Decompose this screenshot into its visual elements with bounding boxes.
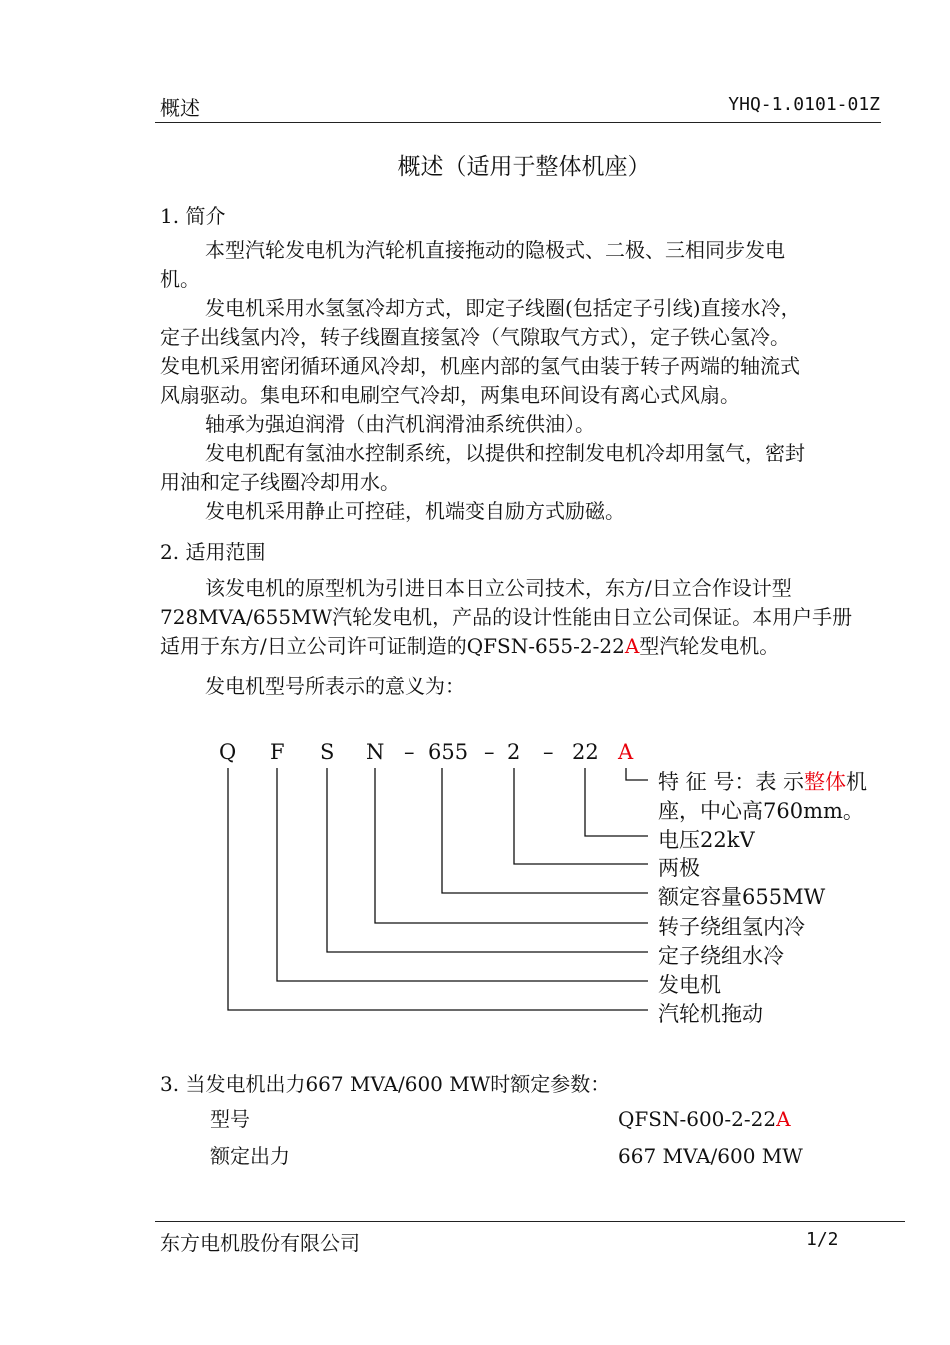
header-section-title: 概述 — [160, 96, 200, 120]
page-title: 概述（适用于整体机座） — [397, 154, 651, 180]
text-span: QFSN-600-2-22 — [618, 1107, 777, 1131]
param-label: 型号 — [210, 1107, 250, 1131]
model-separator: – — [543, 740, 554, 764]
label-generator: 发电机 — [658, 973, 721, 997]
leader-line-rotor — [375, 768, 648, 923]
model-separator: – — [484, 740, 495, 764]
label-poles: 两极 — [658, 856, 700, 880]
model-part-n: N — [366, 740, 385, 764]
label-feature-code-line2: 座，中心高760mm。 — [658, 799, 864, 823]
footer-page-number: 1/2 — [806, 1229, 839, 1250]
model-part-q: Q — [219, 740, 237, 764]
paragraph-line: 该发电机的原型机为引进日本日立公司技术，东方/日立合作设计型 — [205, 576, 792, 600]
text-span: 特 征 号：表 示 — [658, 770, 805, 794]
leader-line-capacity — [442, 768, 648, 893]
header-document-code: YHQ-1.0101-01Z — [728, 94, 880, 115]
paragraph-line: 风扇驱动。集电环和电刷空气冷却，两集电环间设有离心式风扇。 — [160, 383, 740, 407]
footer-company: 东方电机股份有限公司 — [160, 1231, 360, 1255]
paragraph-line: 本型汽轮发电机为汽轮机直接拖动的隐极式、二极、三相同步发电 — [205, 238, 785, 262]
leader-line-generator — [277, 768, 648, 981]
leader-line-feature — [626, 768, 648, 780]
model-part-f: F — [270, 740, 285, 764]
text-span: 型汽轮发电机。 — [639, 634, 780, 658]
label-rotor: 转子绕组氢内冷 — [658, 915, 805, 939]
footer-rule — [155, 1221, 905, 1222]
model-part-poles: 2 — [507, 740, 521, 764]
model-part-capacity: 655 — [428, 740, 469, 764]
label-stator: 定子绕组水冷 — [658, 944, 784, 968]
paragraph-line: 发电机采用水氢氢冷却方式，即定子线圈(包括定子引线)直接水冷， — [205, 296, 801, 320]
model-separator: – — [404, 740, 415, 764]
param-value — [618, 1142, 803, 1171]
leader-line-voltage — [585, 768, 648, 836]
model-part-s: S — [320, 740, 335, 764]
paragraph-line: 发电机采用静止可控硅，机端变自励方式励磁。 — [205, 499, 625, 523]
model-part-voltage: 22 — [572, 740, 599, 764]
paragraph-line: 发电机配有氢油水控制系统，以提供和控制发电机冷却用氢气，密封 — [205, 441, 805, 465]
text-span: 机 — [846, 770, 868, 794]
paragraph-line: 发电机型号所表示的意义为： — [205, 674, 465, 698]
paragraph-line: 定子出线氢内冷，转子线圈直接氢冷（气隙取气方式），定子铁心氢冷。 — [160, 325, 790, 349]
paragraph-line: 用油和定子线圈冷却用水。 — [160, 470, 400, 494]
section-1-heading: 1. 简介 — [160, 204, 226, 228]
param-label: 额定出力 — [210, 1144, 290, 1168]
label-voltage: 电压22kV — [658, 828, 755, 852]
leader-line-poles — [514, 768, 648, 864]
model-suffix-highlight: A — [624, 634, 640, 658]
section-2-heading: 2. 适用范围 — [160, 540, 266, 564]
paragraph-line: 机。 — [160, 267, 200, 291]
paragraph-line: 728MVA/655MW汽轮发电机，产品的设计性能由日立公司保证。本用户手册 — [160, 605, 853, 629]
label-feature-code — [658, 766, 867, 796]
model-suffix-highlight: A — [776, 1107, 791, 1131]
feature-highlight: 整体 — [804, 770, 847, 794]
label-capacity: 额定容量655MW — [658, 885, 826, 909]
param-value — [618, 1105, 791, 1134]
section-3-heading: 3. 当发电机出力667 MVA/600 MW时额定参数： — [160, 1072, 611, 1096]
paragraph-line: 轴承为强迫润滑（由汽机润滑油系统供油）。 — [205, 412, 595, 436]
text-span: 适用于东方/日立公司许可证制造的QFSN-655-2-22 — [160, 634, 625, 658]
text-span: 667 MVA/600 MW — [618, 1144, 803, 1168]
paragraph-line: 发电机采用密闭循环通风冷却，机座内部的氢气由装于转子两端的轴流式 — [160, 354, 800, 378]
model-part-feature: A — [618, 740, 634, 764]
label-turbine: 汽轮机拖动 — [658, 1002, 763, 1026]
